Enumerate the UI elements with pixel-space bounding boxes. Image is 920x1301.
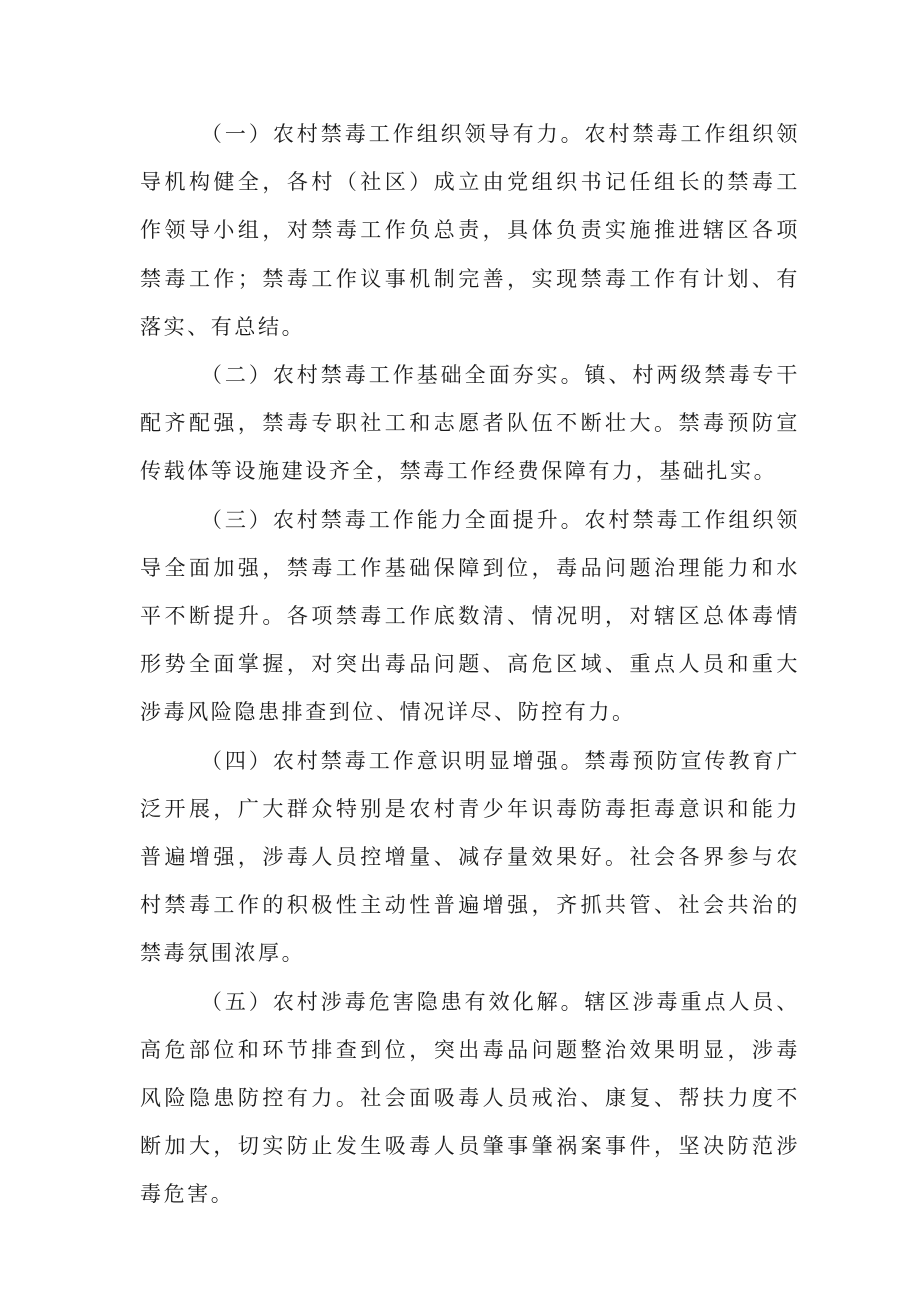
paragraph-5: （五）农村涉毒危害隐患有效化解。辖区涉毒重点人员、高危部位和环节排查到位，突出毒品问题整治效果明显，涉毒风险隐患防控有力。社会面吸毒人员戒治、康复、帮扶力度不断加大，切实防止发生吸毒人员肇事肇祸案事件，坚决防范涉毒危害。 (140, 989, 800, 1207)
paragraph-3: （三）农村禁毒工作能力全面提升。农村禁毒工作组织领导全面加强，禁毒工作基础保障到位，毒品问题治理能力和水平不断提升。各项禁毒工作底数清、情况明，对辖区总体毒情形势全面掌握，对突出毒品问题、高危区域、重点人员和重大涉毒风险隐患排查到位、情况详尽、防控有力。 (140, 507, 800, 725)
paragraph-2: （二）农村禁毒工作基础全面夯实。镇、村两级禁毒专干配齐配强，禁毒专职社工和志愿者队伍不断壮大。禁毒预防宣传载体等设施建设齐全，禁毒工作经费保障有力，基础扎实。 (140, 363, 800, 484)
paragraph-4: （四）农村禁毒工作意识明显增强。禁毒预防宣传教育广泛开展，广大群众特别是农村青少年识毒防毒拒毒意识和能力普遍增强，涉毒人员控增量、减存量效果好。社会各界参与农村禁毒工作的积极性主动性普遍增强，齐抓共管、社会共治的禁毒氛围浓厚。 (140, 748, 800, 966)
document-body (140, 110, 800, 1219)
paragraph-1: （一）农村禁毒工作组织领导有力。农村禁毒工作组织领导机构健全，各村（社区）成立由党组织书记任组长的禁毒工作领导小组，对禁毒工作负总责，具体负责实施推进辖区各项禁毒工作；禁毒工作议事机制完善，实现禁毒工作有计划、有落实、有总结。 (140, 122, 800, 339)
